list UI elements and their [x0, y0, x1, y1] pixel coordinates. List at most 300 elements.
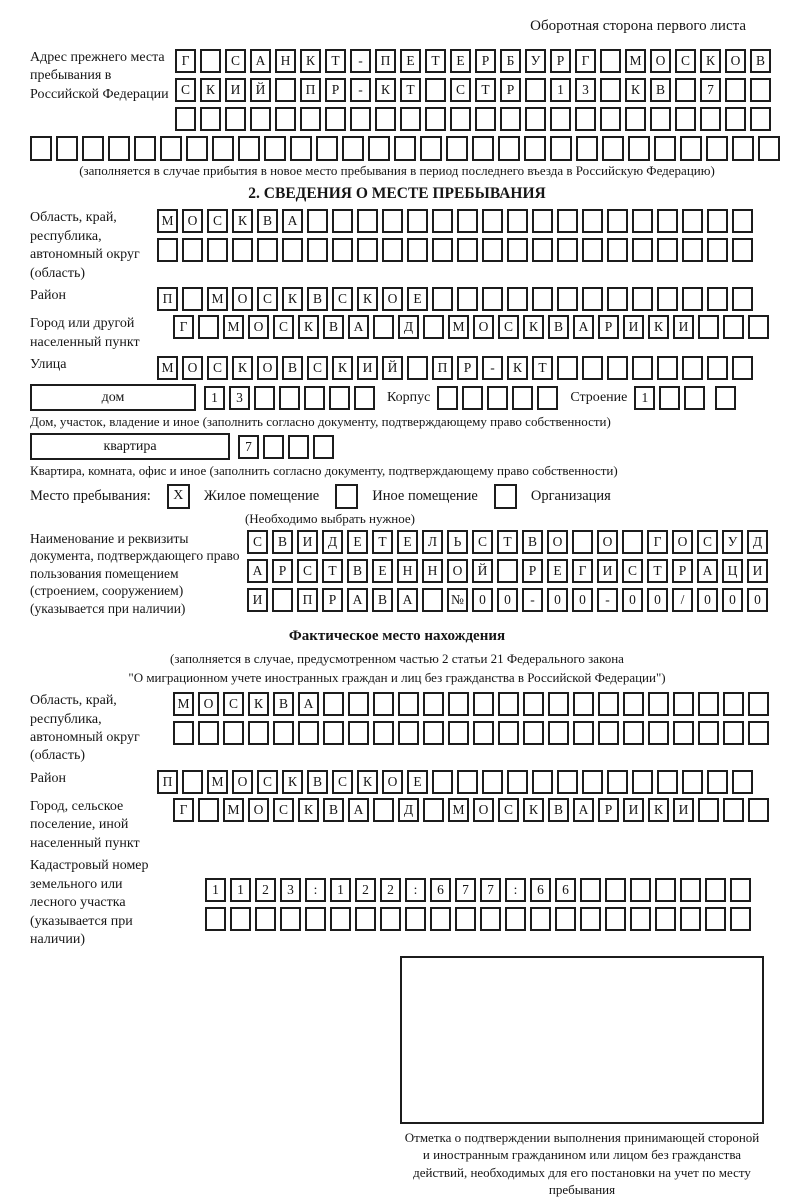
grid-cell[interactable] [432, 238, 453, 262]
grid-cell[interactable] [650, 107, 671, 131]
grid-cell[interactable] [607, 356, 628, 380]
grid-cell[interactable]: М [223, 315, 244, 339]
grid-cell[interactable] [707, 287, 728, 311]
grid-cell[interactable] [457, 770, 478, 794]
grid-cell[interactable]: М [157, 209, 178, 233]
grid-cell[interactable]: С [622, 559, 643, 583]
grid-cell[interactable]: / [672, 588, 693, 612]
grid-cell[interactable] [457, 287, 478, 311]
grid-cell[interactable]: 1 [230, 878, 251, 902]
grid-cell[interactable] [82, 136, 104, 161]
grid-cell[interactable] [657, 770, 678, 794]
grid-cell[interactable] [623, 692, 644, 716]
grid-cell[interactable] [437, 386, 458, 410]
grid-cell[interactable]: С [498, 798, 519, 822]
grid-cell[interactable] [480, 907, 501, 931]
grid-cell[interactable] [532, 287, 553, 311]
grid-cell[interactable] [248, 721, 269, 745]
grid-cell[interactable] [630, 878, 651, 902]
grid-cell[interactable] [730, 907, 751, 931]
grid-cell[interactable]: О [447, 559, 468, 583]
grid-cell[interactable]: С [175, 78, 196, 102]
grid-cell[interactable] [329, 386, 350, 410]
grid-cell[interactable] [723, 721, 744, 745]
grid-cell[interactable] [723, 798, 744, 822]
grid-cell[interactable] [332, 238, 353, 262]
grid-cell[interactable] [198, 315, 219, 339]
grid-cell[interactable]: О [182, 356, 203, 380]
grid-cell[interactable] [557, 238, 578, 262]
grid-cell[interactable] [607, 238, 628, 262]
grid-cell[interactable] [200, 107, 221, 131]
grid-cell[interactable] [532, 770, 553, 794]
grid-cell[interactable] [420, 136, 442, 161]
grid-cell[interactable] [373, 692, 394, 716]
grid-cell[interactable] [173, 721, 194, 745]
grid-cell[interactable] [375, 107, 396, 131]
grid-cell[interactable] [422, 588, 443, 612]
grid-cell[interactable]: А [348, 798, 369, 822]
grid-cell[interactable]: С [257, 287, 278, 311]
grid-cell[interactable]: С [332, 287, 353, 311]
grid-cell[interactable] [273, 721, 294, 745]
grid-cell[interactable] [573, 692, 594, 716]
grid-cell[interactable] [600, 107, 621, 131]
grid-cell[interactable] [30, 136, 52, 161]
grid-cell[interactable] [682, 238, 703, 262]
grid-cell[interactable] [648, 721, 669, 745]
grid-cell[interactable] [607, 209, 628, 233]
grid-cell[interactable] [355, 907, 376, 931]
grid-cell[interactable]: Н [422, 559, 443, 583]
grid-cell[interactable] [705, 878, 726, 902]
grid-cell[interactable]: Р [598, 315, 619, 339]
grid-cell[interactable]: Р [598, 798, 619, 822]
grid-cell[interactable] [457, 238, 478, 262]
grid-cell[interactable] [373, 721, 394, 745]
grid-cell[interactable] [275, 107, 296, 131]
grid-cell[interactable] [732, 287, 753, 311]
grid-cell[interactable]: Р [272, 559, 293, 583]
grid-cell[interactable] [573, 721, 594, 745]
grid-cell[interactable]: У [722, 530, 743, 554]
grid-cell[interactable]: И [623, 315, 644, 339]
grid-cell[interactable]: И [597, 559, 618, 583]
grid-cell[interactable] [630, 907, 651, 931]
grid-cell[interactable]: : [305, 878, 326, 902]
grid-cell[interactable]: А [573, 798, 594, 822]
grid-cell[interactable] [354, 386, 375, 410]
grid-cell[interactable]: У [525, 49, 546, 73]
grid-cell[interactable] [482, 287, 503, 311]
grid-cell[interactable]: 0 [647, 588, 668, 612]
grid-cell[interactable]: Т [322, 559, 343, 583]
grid-cell[interactable] [475, 107, 496, 131]
grid-cell[interactable] [680, 878, 701, 902]
grid-cell[interactable]: М [223, 798, 244, 822]
grid-cell[interactable]: К [232, 356, 253, 380]
grid-cell[interactable] [673, 692, 694, 716]
grid-cell[interactable] [505, 907, 526, 931]
grid-cell[interactable]: С [675, 49, 696, 73]
grid-cell[interactable]: Н [397, 559, 418, 583]
grid-cell[interactable]: К [523, 798, 544, 822]
grid-cell[interactable] [373, 315, 394, 339]
grid-cell[interactable]: 0 [622, 588, 643, 612]
grid-cell[interactable] [675, 107, 696, 131]
grid-cell[interactable]: С [450, 78, 471, 102]
grid-cell[interactable] [684, 386, 705, 410]
grid-cell[interactable] [432, 287, 453, 311]
grid-cell[interactable]: В [323, 315, 344, 339]
grid-cell[interactable] [598, 692, 619, 716]
grid-cell[interactable]: В [347, 559, 368, 583]
grid-cell[interactable]: К [648, 315, 669, 339]
grid-cell[interactable] [407, 238, 428, 262]
grid-cell[interactable]: Е [547, 559, 568, 583]
grid-cell[interactable] [657, 238, 678, 262]
grid-cell[interactable]: Р [322, 588, 343, 612]
grid-cell[interactable]: Б [500, 49, 521, 73]
grid-cell[interactable] [705, 907, 726, 931]
grid-cell[interactable] [423, 315, 444, 339]
grid-cell[interactable] [279, 386, 300, 410]
grid-cell[interactable] [207, 238, 228, 262]
grid-cell[interactable]: К [357, 770, 378, 794]
grid-cell[interactable] [342, 136, 364, 161]
grid-cell[interactable]: К [282, 287, 303, 311]
grid-cell[interactable] [732, 136, 754, 161]
grid-cell[interactable]: К [375, 78, 396, 102]
grid-cell[interactable] [200, 49, 221, 73]
grid-cell[interactable] [550, 107, 571, 131]
grid-cell[interactable]: А [282, 209, 303, 233]
grid-cell[interactable] [750, 107, 771, 131]
grid-cell[interactable] [498, 721, 519, 745]
grid-cell[interactable] [134, 136, 156, 161]
grid-cell[interactable]: Р [325, 78, 346, 102]
grid-cell[interactable]: 0 [697, 588, 718, 612]
grid-cell[interactable]: С [498, 315, 519, 339]
grid-cell[interactable]: С [257, 770, 278, 794]
grid-cell[interactable] [607, 770, 628, 794]
grid-cell[interactable]: О [650, 49, 671, 73]
grid-cell[interactable]: К [300, 49, 321, 73]
grid-cell[interactable] [264, 136, 286, 161]
grid-cell[interactable]: Р [500, 78, 521, 102]
grid-cell[interactable] [582, 770, 603, 794]
grid-cell[interactable]: Г [175, 49, 196, 73]
grid-cell[interactable] [405, 907, 426, 931]
grid-cell[interactable] [160, 136, 182, 161]
grid-cell[interactable]: Е [372, 559, 393, 583]
grid-cell[interactable] [730, 878, 751, 902]
grid-cell[interactable] [182, 770, 203, 794]
grid-cell[interactable] [575, 107, 596, 131]
grid-cell[interactable]: И [247, 588, 268, 612]
grid-cell[interactable] [654, 136, 676, 161]
grid-cell[interactable] [550, 136, 572, 161]
grid-cell[interactable]: О [547, 530, 568, 554]
grid-cell[interactable]: С [307, 356, 328, 380]
grid-cell[interactable] [605, 907, 626, 931]
grid-cell[interactable]: : [405, 878, 426, 902]
grid-cell[interactable] [432, 770, 453, 794]
grid-cell[interactable] [525, 78, 546, 102]
grid-cell[interactable] [186, 136, 208, 161]
grid-cell[interactable] [497, 559, 518, 583]
grid-cell[interactable]: К [282, 770, 303, 794]
grid-cell[interactable] [307, 238, 328, 262]
grid-cell[interactable]: : [505, 878, 526, 902]
grid-cell[interactable] [698, 798, 719, 822]
grid-cell[interactable] [448, 692, 469, 716]
grid-cell[interactable]: 7 [480, 878, 501, 902]
grid-cell[interactable] [275, 78, 296, 102]
grid-cell[interactable]: 2 [355, 878, 376, 902]
grid-cell[interactable]: В [307, 770, 328, 794]
grid-cell[interactable]: К [700, 49, 721, 73]
grid-cell[interactable] [602, 136, 624, 161]
grid-cell[interactable] [255, 907, 276, 931]
grid-cell[interactable] [532, 238, 553, 262]
grid-cell[interactable]: А [697, 559, 718, 583]
grid-cell[interactable] [398, 721, 419, 745]
grid-cell[interactable] [707, 770, 728, 794]
grid-cell[interactable] [632, 356, 653, 380]
grid-cell[interactable] [457, 209, 478, 233]
grid-cell[interactable]: 6 [430, 878, 451, 902]
grid-cell[interactable] [659, 386, 680, 410]
grid-cell[interactable] [425, 78, 446, 102]
grid-cell[interactable]: 1 [204, 386, 225, 410]
grid-cell[interactable] [622, 530, 643, 554]
grid-cell[interactable]: Т [475, 78, 496, 102]
grid-cell[interactable] [498, 136, 520, 161]
grid-cell[interactable]: О [232, 287, 253, 311]
grid-cell[interactable] [632, 287, 653, 311]
grid-cell[interactable] [680, 907, 701, 931]
grid-cell[interactable] [430, 907, 451, 931]
grid-cell[interactable]: И [357, 356, 378, 380]
grid-cell[interactable]: В [257, 209, 278, 233]
grid-cell[interactable]: А [348, 315, 369, 339]
grid-cell[interactable]: П [432, 356, 453, 380]
grid-cell[interactable]: К [625, 78, 646, 102]
grid-cell[interactable]: Д [398, 798, 419, 822]
grid-cell[interactable] [582, 287, 603, 311]
grid-cell[interactable] [657, 209, 678, 233]
grid-cell[interactable]: А [250, 49, 271, 73]
grid-cell[interactable] [254, 386, 275, 410]
grid-cell[interactable] [706, 136, 728, 161]
grid-cell[interactable] [682, 356, 703, 380]
grid-cell[interactable]: Н [275, 49, 296, 73]
grid-cell[interactable] [680, 136, 702, 161]
grid-cell[interactable]: В [522, 530, 543, 554]
grid-cell[interactable] [446, 136, 468, 161]
grid-cell[interactable]: 0 [472, 588, 493, 612]
grid-cell[interactable]: Е [407, 770, 428, 794]
grid-cell[interactable]: Е [450, 49, 471, 73]
grid-cell[interactable] [232, 238, 253, 262]
grid-cell[interactable]: О [248, 315, 269, 339]
grid-cell[interactable]: Т [372, 530, 393, 554]
grid-cell[interactable]: О [597, 530, 618, 554]
grid-cell[interactable]: В [372, 588, 393, 612]
grid-cell[interactable]: Ь [447, 530, 468, 554]
grid-cell[interactable] [507, 287, 528, 311]
grid-cell[interactable]: К [298, 798, 319, 822]
grid-cell[interactable] [250, 107, 271, 131]
grid-cell[interactable]: О [248, 798, 269, 822]
grid-cell[interactable] [557, 770, 578, 794]
residence-other-checkbox[interactable] [335, 484, 358, 509]
grid-cell[interactable]: С [332, 770, 353, 794]
grid-cell[interactable] [473, 692, 494, 716]
grid-cell[interactable] [698, 721, 719, 745]
grid-cell[interactable] [758, 136, 780, 161]
grid-cell[interactable] [223, 721, 244, 745]
grid-cell[interactable]: В [272, 530, 293, 554]
grid-cell[interactable]: М [207, 287, 228, 311]
grid-cell[interactable] [557, 356, 578, 380]
grid-cell[interactable] [582, 238, 603, 262]
grid-cell[interactable] [282, 238, 303, 262]
grid-cell[interactable] [498, 692, 519, 716]
grid-cell[interactable]: Е [400, 49, 421, 73]
grid-cell[interactable] [748, 692, 769, 716]
grid-cell[interactable]: И [673, 315, 694, 339]
grid-cell[interactable] [648, 692, 669, 716]
grid-cell[interactable]: 3 [280, 878, 301, 902]
grid-cell[interactable] [700, 107, 721, 131]
grid-cell[interactable]: М [448, 798, 469, 822]
grid-cell[interactable]: С [472, 530, 493, 554]
grid-cell[interactable] [682, 287, 703, 311]
grid-cell[interactable]: П [157, 770, 178, 794]
grid-cell[interactable] [682, 209, 703, 233]
grid-cell[interactable]: Г [572, 559, 593, 583]
grid-cell[interactable] [732, 356, 753, 380]
grid-cell[interactable] [557, 287, 578, 311]
grid-cell[interactable] [448, 721, 469, 745]
grid-cell[interactable] [632, 238, 653, 262]
grid-cell[interactable] [487, 386, 508, 410]
grid-cell[interactable]: Т [532, 356, 553, 380]
grid-cell[interactable]: 1 [330, 878, 351, 902]
grid-cell[interactable]: П [157, 287, 178, 311]
grid-cell[interactable] [732, 238, 753, 262]
grid-cell[interactable] [212, 136, 234, 161]
grid-cell[interactable] [368, 136, 390, 161]
grid-cell[interactable]: К [332, 356, 353, 380]
grid-cell[interactable]: № [447, 588, 468, 612]
grid-cell[interactable]: 6 [530, 878, 551, 902]
grid-cell[interactable]: М [448, 315, 469, 339]
grid-cell[interactable] [238, 136, 260, 161]
grid-cell[interactable] [582, 209, 603, 233]
grid-cell[interactable]: М [625, 49, 646, 73]
grid-cell[interactable]: - [522, 588, 543, 612]
grid-cell[interactable]: Р [475, 49, 496, 73]
grid-cell[interactable]: В [307, 287, 328, 311]
grid-cell[interactable]: В [650, 78, 671, 102]
grid-cell[interactable] [323, 692, 344, 716]
grid-cell[interactable] [715, 386, 736, 410]
grid-cell[interactable] [450, 107, 471, 131]
grid-cell[interactable] [628, 136, 650, 161]
grid-cell[interactable]: Г [173, 315, 194, 339]
grid-cell[interactable] [423, 721, 444, 745]
grid-cell[interactable]: 3 [229, 386, 250, 410]
grid-cell[interactable] [348, 692, 369, 716]
grid-cell[interactable] [398, 692, 419, 716]
grid-cell[interactable]: В [282, 356, 303, 380]
grid-cell[interactable] [655, 878, 676, 902]
grid-cell[interactable]: И [623, 798, 644, 822]
grid-cell[interactable] [323, 721, 344, 745]
grid-cell[interactable]: П [375, 49, 396, 73]
grid-cell[interactable] [225, 107, 246, 131]
grid-cell[interactable] [530, 907, 551, 931]
grid-cell[interactable] [350, 107, 371, 131]
grid-cell[interactable] [750, 78, 771, 102]
grid-cell[interactable]: М [173, 692, 194, 716]
grid-cell[interactable] [605, 878, 626, 902]
grid-cell[interactable]: 0 [747, 588, 768, 612]
grid-cell[interactable] [723, 692, 744, 716]
grid-cell[interactable] [632, 209, 653, 233]
grid-cell[interactable]: О [473, 315, 494, 339]
grid-cell[interactable]: М [207, 770, 228, 794]
residence-organization-checkbox[interactable] [494, 484, 517, 509]
grid-cell[interactable]: О [198, 692, 219, 716]
grid-cell[interactable] [632, 770, 653, 794]
grid-cell[interactable]: С [273, 315, 294, 339]
grid-cell[interactable]: Т [647, 559, 668, 583]
grid-cell[interactable]: О [382, 287, 403, 311]
grid-cell[interactable] [748, 721, 769, 745]
grid-cell[interactable] [572, 530, 593, 554]
grid-cell[interactable]: Т [400, 78, 421, 102]
grid-cell[interactable]: О [672, 530, 693, 554]
grid-cell[interactable] [473, 721, 494, 745]
grid-cell[interactable] [607, 287, 628, 311]
grid-cell[interactable] [230, 907, 251, 931]
grid-cell[interactable] [304, 386, 325, 410]
grid-cell[interactable]: А [347, 588, 368, 612]
grid-cell[interactable] [698, 692, 719, 716]
grid-cell[interactable] [657, 356, 678, 380]
grid-cell[interactable] [707, 356, 728, 380]
grid-cell[interactable] [182, 238, 203, 262]
grid-cell[interactable]: К [357, 287, 378, 311]
grid-cell[interactable] [357, 238, 378, 262]
grid-cell[interactable]: С [297, 559, 318, 583]
grid-cell[interactable]: - [482, 356, 503, 380]
grid-cell[interactable]: А [397, 588, 418, 612]
grid-cell[interactable] [732, 209, 753, 233]
grid-cell[interactable] [382, 209, 403, 233]
grid-cell[interactable]: Г [647, 530, 668, 554]
grid-cell[interactable]: 1 [634, 386, 655, 410]
grid-cell[interactable]: 7 [700, 78, 721, 102]
grid-cell[interactable]: И [297, 530, 318, 554]
grid-cell[interactable] [407, 209, 428, 233]
grid-cell[interactable] [548, 721, 569, 745]
grid-cell[interactable]: 3 [575, 78, 596, 102]
